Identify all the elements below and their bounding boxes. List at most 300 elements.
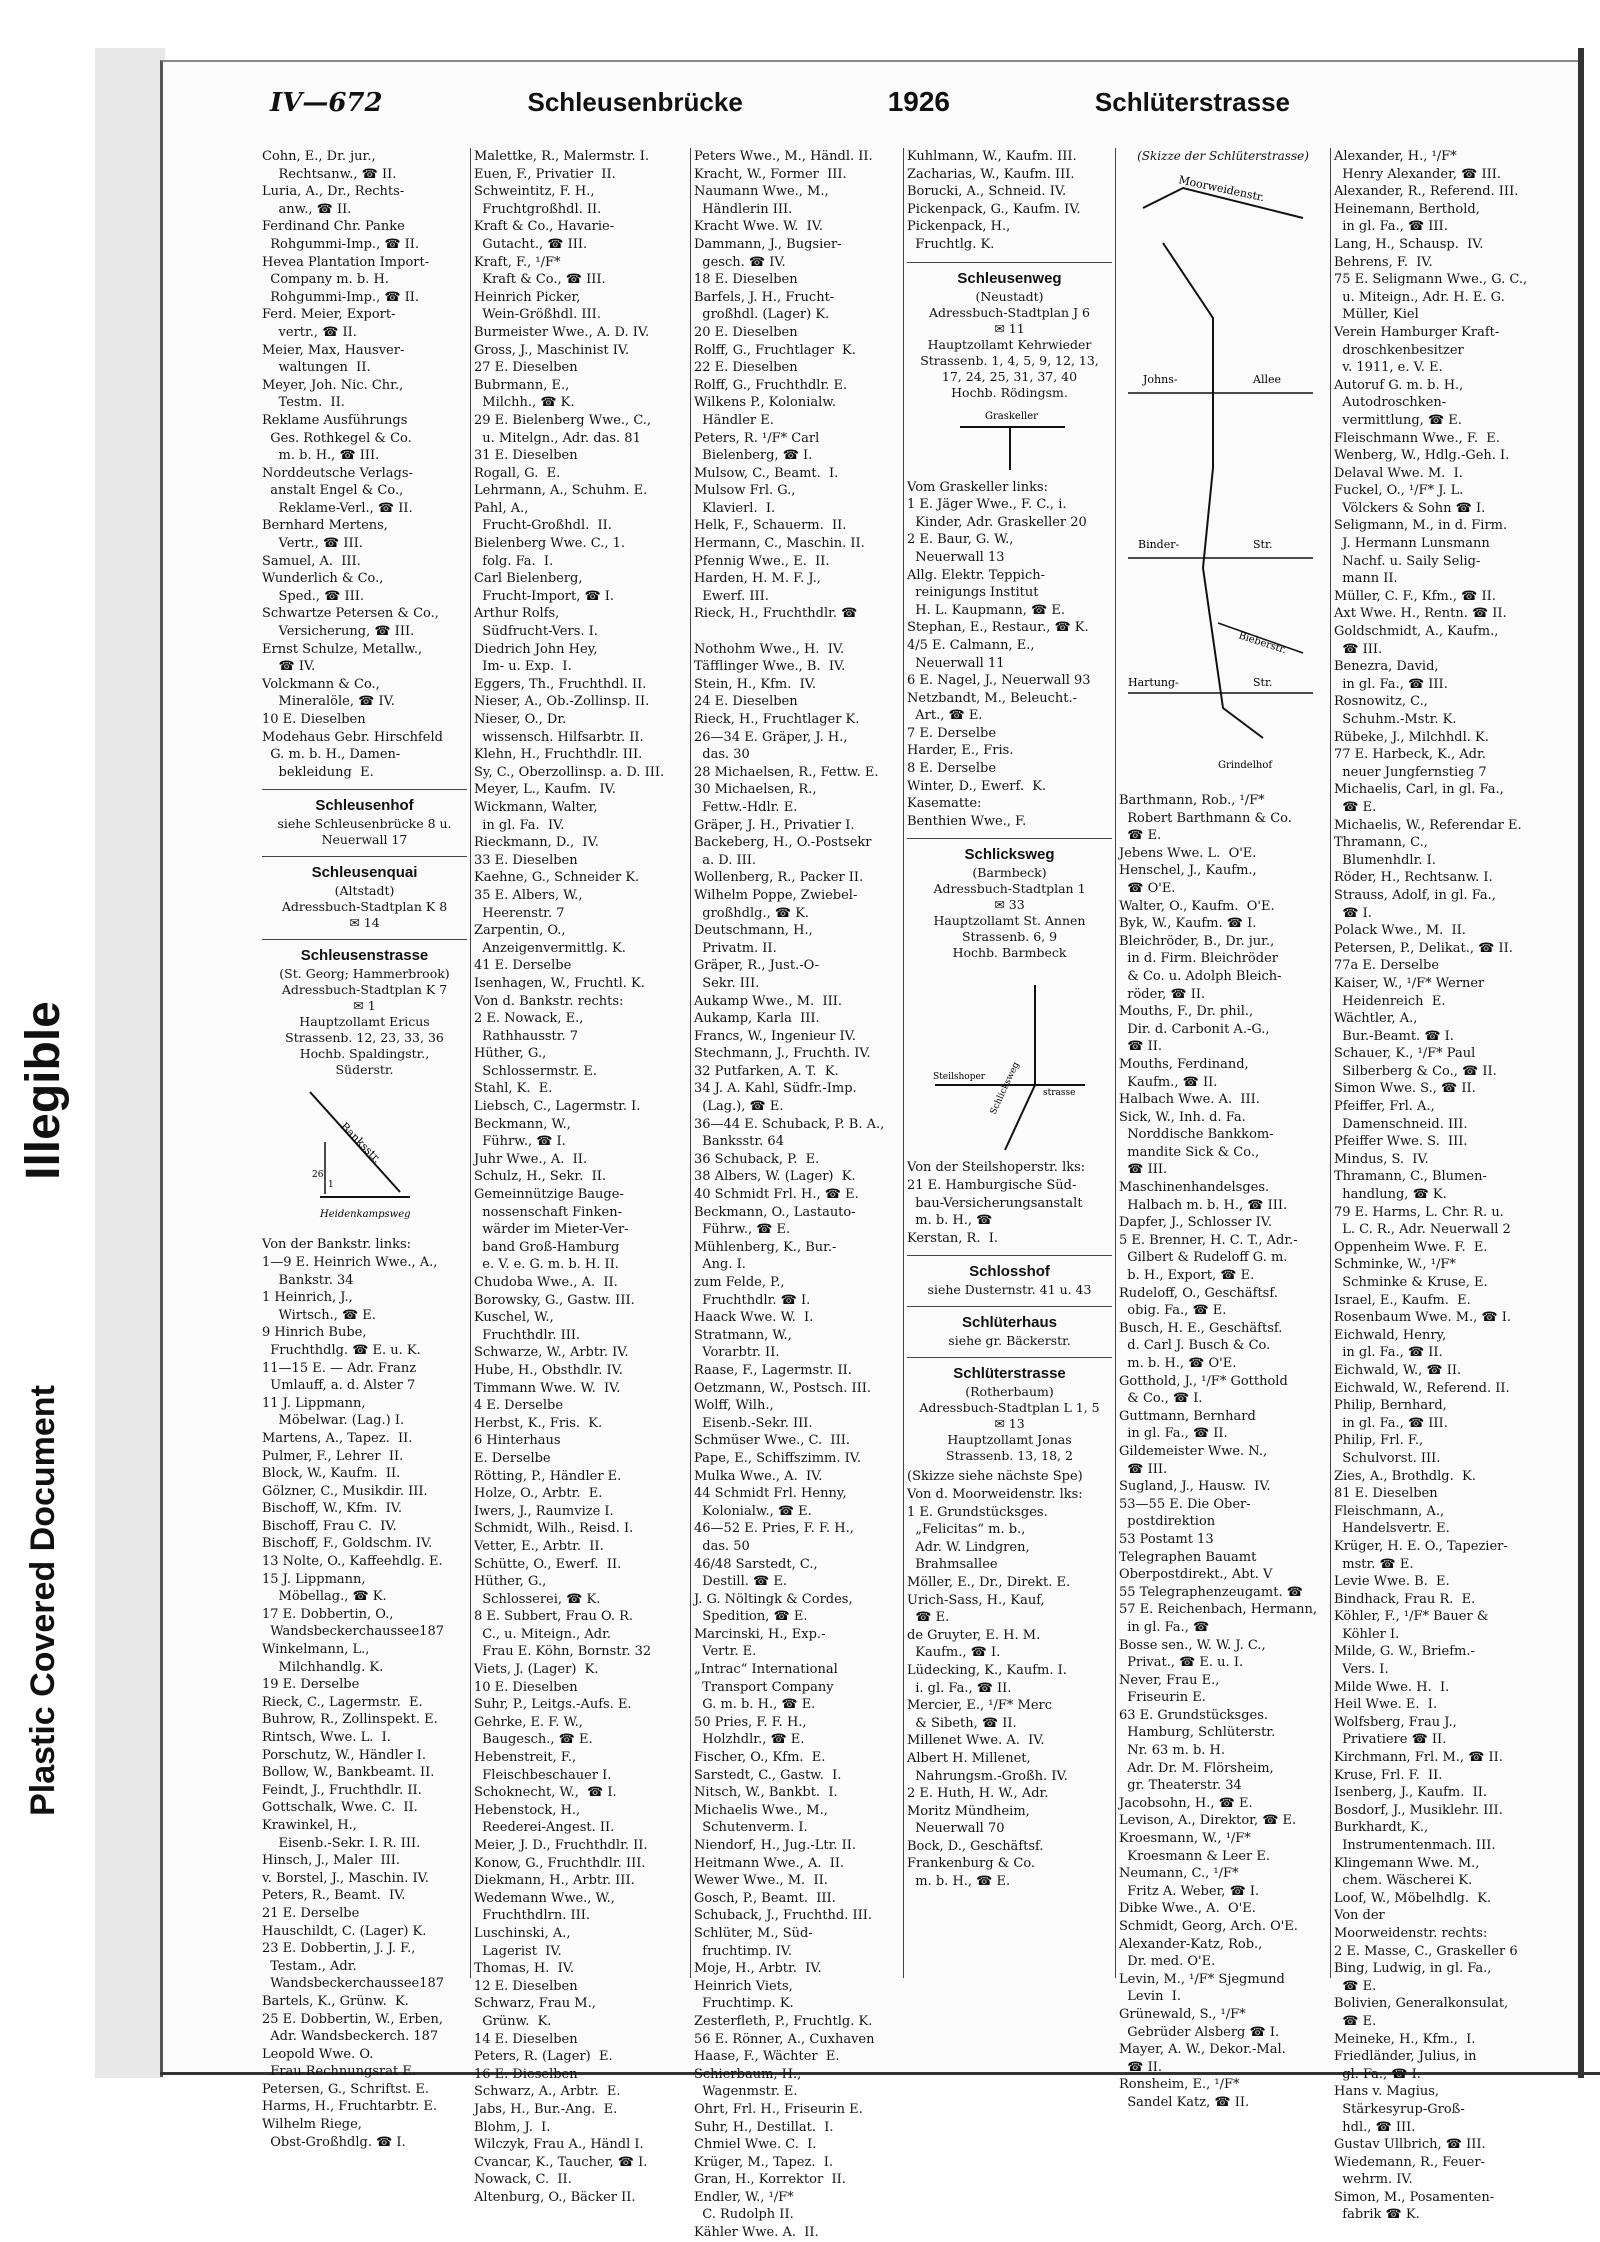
directory-entry: Ewerf. III. [694,588,769,604]
directory-entry: Wolff, Wilh., [694,1398,774,1414]
directory-entry: Hamburg, Schlüterstr. [1119,1725,1276,1741]
directory-entry: Sandel Katz, ☎ II. [1119,2094,1250,2110]
directory-entry: Lagerist IV. [474,1943,562,1959]
section-info-line: Hauptzollamt Ericus [299,1014,430,1030]
directory-entry: Pahl, A., [474,500,529,516]
directory-entry: Von d. Moorweidenstr. lks: [907,1487,1083,1502]
directory-entry: Kraft & Co., Havarie- [474,219,615,235]
directory-entry: Hüther, G., [474,1574,547,1590]
directory-entry: Fruchtgroßhdl. II. [474,201,602,217]
directory-entry: Ohrt, Frl. H., Friseurin E. [694,2101,863,2117]
directory-entry: Heil Wwe. E. I. [1334,1697,1438,1713]
directory-entry: Fleischbeschauer I. [474,1767,612,1783]
entries-schleusenstrasse-cont [474,148,686,2206]
directory-entry: Isenberg, J., Kaufm. II. [1334,1785,1488,1801]
section-info-line: ✉ 13 [994,1416,1025,1432]
section-info-line: Hochb. Spaldingstr., [299,1046,430,1062]
directory-entry: Beckmann, O., Lastauto- [694,1204,856,1220]
directory-entry: Frucht-Import, ☎ I. [474,588,615,604]
directory-entry: Alexander, R., Referend. III. [1334,184,1519,200]
directory-entry: Strauss, Adolf, in gl. Fa., [1334,887,1496,903]
directory-entry: 8 E. Subbert, Frau O. R. [474,1609,634,1625]
directory-entry: Kasematte: [907,796,982,812]
directory-entry: Instrumentenmach. III. [1334,1838,1496,1853]
directory-entry: Jabs, H., Bur.-Ang. E. [474,2101,618,2117]
directory-entry: Kaiser, W., ¹/F* Werner [1334,975,1485,991]
directory-entry: Wewer Wwe., M. II. [694,1873,828,1889]
directory-entry: Borucki, A., Schneid. IV. [907,184,1067,200]
illegible-label [8,980,78,1200]
directory-entry: Bosdorf, J., Musiklehr. III. [1334,1802,1503,1818]
directory-entry: Bubrmann, E., [474,377,570,393]
directory-entry: Simon Wwe. S., ☎ II. [1334,1081,1476,1097]
directory-entry: großhdlg., ☎ K. [694,905,810,921]
column-3 [694,148,900,2241]
directory-entry: Fruchthdlrn. III. [474,1908,590,1924]
directory-entry: 5 E. Brenner, H. C. T., Adr.- [1119,1232,1298,1248]
directory-entry: 1—9 E. Heinrich Wwe., A., [262,1254,438,1270]
directory-entry: 53 Postamt 13 [1119,1531,1214,1547]
directory-entry: J. Hermann Lunsmann [1334,536,1490,552]
directory-entry: Urich-Sass, H., Kauf, [907,1592,1045,1608]
directory-entry: neuer Jungfernstieg 7 [1334,764,1487,780]
directory-entry: Levin, M., ¹/F* Sjegmund [1119,1971,1285,1987]
directory-entry: Nitsch, W., Bankbt. I. [694,1785,838,1801]
directory-entry: Busch, H. E., Geschäftsf. [1119,1320,1283,1336]
directory-entry: Naumann Wwe., M., [694,184,829,200]
section-info-line: Hauptzollamt Jonas [947,1432,1072,1448]
entries-schlueterstrasse-end [1334,148,1574,2224]
directory-entry: Milde, G. W., Briefm.- [1334,1644,1475,1660]
directory-entry: bekleidung E. [262,764,374,780]
directory-entry: Rieck, H., Fruchtlager K. [694,712,860,727]
directory-entry: Endler, W., ¹/F* [694,2189,794,2205]
directory-entry: Gustav Ullbrich, ☎ III. [1334,2137,1486,2153]
directory-entry: Hermann, C., Maschin. II. [694,536,865,552]
directory-entry: Rieck, C., Lagermstr. E. [262,1694,423,1710]
directory-entry: Gräper, R., Just.-O- [694,958,820,974]
directory-entry: Schmidt, Wilh., Reisd. I. [474,1521,634,1537]
directory-entry: 21 E. Derselbe [262,1905,360,1921]
directory-entry: Friseurin E. [1119,1690,1206,1706]
directory-entry: Moritz Mündheim, [907,1803,1030,1819]
directory-entry: in d. Firm. Bleichröder [1119,951,1278,967]
directory-entry: Von der Bankstr. links: [262,1237,412,1253]
directory-entry: waltungen II. [262,360,371,376]
directory-entry: Peters, R. ¹/F* Carl [694,430,820,446]
directory-entry: C., u. Miteign., Adr. [474,1626,612,1642]
directory-entry: in gl. Fa., ☎ III. [1334,1415,1448,1431]
directory-entry: Diekmann, H., Arbtr. III. [474,1873,635,1889]
directory-entry: u. Miteign., Adr. H. E. G. [1334,289,1505,305]
directory-entry: Halbach m. b. H., ☎ III. [1119,1197,1288,1213]
directory-entry: 23 E. Dobbertin, J. J. F., [262,1941,416,1957]
directory-entry: Rohgummi-Imp., ☎ II. [262,236,420,252]
section-schlicksweg [907,838,1112,961]
directory-entry: Bing, Ludwig, in gl. Fa., [1334,1961,1492,1977]
directory-entry: Wilczyk, Frau A., Händl I. [474,2137,644,2153]
directory-entry: Delaval Wwe. M. I. [1334,465,1463,481]
directory-entry: vermittlung, ☎ E. [1334,412,1462,428]
directory-entry: Hans v. Magius, [1334,2084,1440,2100]
page-right-edge [1578,48,1584,2078]
directory-entry: folg. Fa. I. [474,553,554,569]
section-schleusenweg [907,262,1112,401]
directory-entry: Haack Wwe. W. I. [694,1310,814,1326]
directory-entry: Hebenstreit, F., [474,1750,577,1766]
directory-entry: Ang. I. [694,1257,746,1273]
directory-entry: Ferd. Meier, Export- [262,307,396,323]
directory-entry: Testm. II. [262,395,345,411]
directory-entry: Fruchtimp. K. [694,1996,794,2012]
entries-schlicksweg [907,1159,1112,1247]
map-label-hartung: Hartung- [1128,676,1179,689]
directory-entry: J. G. Nöltingk & Cordes, [694,1591,853,1607]
directory-entry: Diedrich John Hey, [474,641,598,657]
directory-entry: Nowack, C. II. [474,2172,572,2188]
directory-entry: ☎ II. [1119,1039,1162,1055]
directory-entry: Brahmsallee [907,1557,998,1573]
directory-entry: Rathhausstr. 7 [474,1028,579,1044]
directory-entry: 31 E. Dieselben [474,448,578,464]
directory-entry: Seligmann, M., in d. Firm. [1334,518,1508,534]
directory-entry: Blumenhdlr. I. [1334,852,1436,868]
directory-entry: 75 E. Seligmann Wwe., G. C., [1334,272,1528,288]
directory-entry: Bankstr. 34 [262,1272,354,1288]
directory-entry: Händlerin III. [694,201,793,217]
directory-entry: Fischer, O., Kfm. E. [694,1750,826,1766]
directory-entry: Wilkens P., Kolonialw. [694,395,837,411]
directory-entry: Bartels, K., Grünw. K. [262,1993,409,2009]
directory-entry: Peters Wwe., M., Händl. II. [694,149,873,164]
directory-entry: Winter, D., Ewerf. K. [907,778,1047,794]
directory-entry: Hevea Plantation Import- [262,254,430,270]
directory-entry: Helk, F., Schauerm. II. [694,518,847,534]
directory-entry: Kuschel, W., [474,1310,554,1326]
directory-entry: Köhler, F., ¹/F* Bauer & [1334,1609,1489,1625]
directory-entry: in gl. Fa., ☎ II. [1334,1345,1443,1361]
directory-entry: 19 E. Derselbe [262,1677,360,1693]
directory-entry: Kaufm., ☎ II. [1119,1074,1218,1090]
sketch-caption: (Skizze der Schlüterstrasse) [1137,149,1309,163]
directory-entry: Mineralöle, ☎ IV. [262,694,395,710]
directory-entry: Deutschmann, H., [694,923,813,939]
directory-entry: Gilbert & Rudeloff G. m. [1119,1250,1288,1266]
section-title: Schleusenstrasse [300,947,429,965]
directory-entry: Reklame Ausführungs [262,412,408,428]
directory-entry: Schuback, J., Fruchthd. III. [694,1908,873,1924]
directory-entry: 33 E. Dieselben [474,852,578,868]
directory-entry: Neuerwall 13 [907,549,1005,565]
directory-entry: 7 E. Derselbe [907,725,997,741]
directory-entry: Pfennig Wwe., E. II. [694,553,830,569]
directory-entry: Hube, H., Obsthdlr. IV. [474,1362,623,1378]
plastic-covered-label [8,1290,78,1910]
directory-entry: Adr. Dr. M. Flörsheim, [1119,1760,1274,1776]
directory-entry: Rolff, G., Fruchthdlr. E. [694,377,848,393]
directory-entry: Pulmer, F., Lehrer II. [262,1448,404,1464]
directory-entry: Vertr., ☎ III. [262,536,363,552]
directory-entry: Heinrich Picker, [474,289,581,305]
running-head-left: Schleusenbrücke [527,87,743,117]
directory-entry: Bielenberg Wwe. C., 1. [474,536,626,552]
directory-entry: Michaelis Wwe., M., [694,1802,828,1818]
directory-entry: Köhler I. [1334,1626,1400,1642]
directory-entry: ☎ II. [1119,2059,1162,2075]
street-sketch-schlicksweg [925,965,1095,1155]
directory-entry: Harder, E., Fris. [907,743,1014,759]
directory-entry: Sped., ☎ III. [262,588,365,604]
directory-entry: Stratmann, W., [694,1327,792,1343]
directory-entry: Dibke Wwe., A. O'E. [1119,1901,1256,1917]
directory-entry: Schmüser Wwe., C. III. [694,1433,850,1449]
directory-entry: Wandsbeckerchaussee187 [262,1976,445,1992]
directory-entry: Gemeinnützige Bauge- [474,1187,624,1203]
column-rule [1330,148,1331,1978]
column-4 [907,148,1112,1978]
directory-entry: Niendorf, H., Jug.-Ltr. II. [694,1838,857,1853]
directory-entry: Moorweidenstr. rechts: [1334,1925,1488,1941]
directory-entry: Maschinenhandelsges. [1119,1180,1270,1196]
directory-entry: „Intrac“ International [694,1662,838,1678]
directory-entry: röder, ☎ II. [1119,986,1206,1002]
directory-entry: Zacharias, W., Kaufm. III. [907,166,1075,182]
directory-entry: Wollenberg, R., Packer II. [694,870,864,886]
directory-entry: Timmann Wwe. W. IV. [474,1380,621,1396]
directory-entry: band Groß-Hamburg [474,1239,620,1255]
directory-entry: Heinrich Viets, [694,1978,793,1994]
directory-entry: Von der [1334,1908,1385,1924]
directory-entry: chem. Wäscherei K. [1334,1873,1473,1889]
entries-schleusenweg [907,479,1112,831]
directory-entry: Nieser, O., Dr. [474,712,567,727]
directory-entry: 55 Telegraphenzeugamt. ☎ [1119,1584,1303,1600]
directory-entry: Wandsbeckerchaussee187 [262,1624,445,1640]
directory-entry: 13 Nolte, O., Kaffeehdlg. E. [262,1554,443,1570]
directory-entry: ☎ E. [907,1610,950,1626]
directory-entry: Rechtsanw., ☎ II. [262,166,397,182]
directory-entry: Porschutz, W., Händler I. [262,1747,427,1763]
directory-entry: ☎ I. [1334,905,1372,921]
directory-entry: Sekr. III. [694,975,760,991]
directory-entry: ☎ III. [1119,1162,1168,1178]
directory-entry: Sugland, J., Hausw. IV. [1119,1479,1271,1495]
section-info-line: ✉ 14 [349,915,380,931]
directory-entry: Schierbaum, H., [694,2066,802,2082]
section-info-line: Hochb. Barmbeck [952,945,1067,961]
directory-entry: Viets, J. (Lager) K. [474,1662,599,1678]
directory-entry: Burkhardt, K., [1334,1820,1429,1836]
column-rule [470,148,471,1978]
directory-entry: Südfrucht-Vers. I. [474,624,598,640]
directory-entry: Volckmann & Co., [262,676,380,692]
directory-entry: ☎ O'E. [1119,880,1176,896]
directory-entry: Krawinkel, H., [262,1817,357,1833]
directory-entry: 21 E. Hamburgische Süd- [907,1178,1077,1194]
entries-schleusenstrasse-end [907,148,1112,254]
directory-entry: Obst-Großhdlg. ☎ I. [262,2134,406,2150]
directory-entry: 4/5 E. Calmann, E., [907,637,1035,653]
directory-entry: 2 E. Masse, C., Graskeller 6 [1334,1943,1518,1959]
directory-entry: 46—52 E. Pries, F. F. H., [694,1521,854,1537]
directory-entry: Führw., ☎ E. [694,1222,791,1238]
directory-entry: Im- u. Exp. I. [474,659,572,675]
directory-entry: Bindhack, Frau R. E. [1334,1591,1476,1607]
directory-entry: Goldschmidt, A., Kaufm., [1334,624,1499,640]
street-sketch-schleusenweg [935,405,1085,475]
section-info-line: (Barmbeck) [972,865,1047,881]
directory-entry: Borowsky, G., Gastw. III. [474,1292,635,1308]
directory-entry: Nr. 63 m. b. H. [1119,1743,1226,1759]
directory-entry: Meyer, Joh. Nic. Chr., [262,377,404,393]
running-head-right: Schlüterstrasse [1094,87,1290,117]
directory-entry: Guttmann, Bernhard [1119,1408,1256,1424]
section-info [907,865,1112,961]
directory-entry: Benthien Wwe., F. [907,813,1027,829]
directory-entry: Stärkesyrup-Groß- [1334,2101,1465,2117]
section-info-line: Strassenb. 13, 18, 2 [946,1448,1073,1464]
section-info-line: siehe gr. Bäckerstr. [948,1333,1071,1349]
directory-entry: Fleischmann Wwe., F. E. [1334,430,1500,446]
directory-entry: droschkenbesitzer [1334,342,1464,358]
directory-entry: Herbst, K., Fris. K. [474,1415,603,1431]
directory-entry: Block, W., Kaufm. II. [262,1466,401,1482]
column-rule [903,148,904,1978]
directory-entry: Dapfer, J., Schlosser IV. [1119,1215,1272,1231]
directory-entry: Art., ☎ E. [907,708,983,724]
directory-entry: Reklame-Verl., ☎ II. [262,500,413,516]
directory-entry: 1 Heinrich, J., [262,1290,353,1306]
directory-entry: Gottschalk, Wwe. C. II. [262,1800,418,1816]
directory-entry: Bock, D., Geschäftsf. [907,1838,1044,1854]
directory-entry: Autoruf G. m. b. H., [1334,377,1464,393]
directory-entry: Rötting, P., Händler E. [474,1468,622,1484]
directory-entry: Norddische Bankkom- [1119,1127,1274,1143]
directory-entry: 30 Michaelsen, R., [694,782,817,798]
directory-entry: in gl. Fa., ☎ III. [1334,676,1448,692]
directory-entry: Meineke, H., Kfm., I. [1334,2031,1476,2047]
directory-entry: Eichwald, W., Referend. II. [1334,1380,1510,1396]
directory-entry: Reederei-Angest. II. [474,1820,615,1836]
directory-entry: b. H., Export, ☎ E. [1119,1268,1255,1284]
directory-entry: Zesterfleth, P., Fruchtlg. K. [694,2013,873,2029]
directory-entry: 22 E. Dieselben [694,360,798,376]
directory-entry: Kroesmann, W., ¹/F* [1119,1831,1251,1847]
directory-entry: Damenschneid. III. [1334,1116,1468,1132]
section-info-line: Adressbuch-Stadtplan K 7 [281,982,448,998]
map-label-binder: Binder- [1138,538,1180,551]
directory-entry: Gran, H., Korrektor II. [694,2172,846,2188]
section-info [262,816,467,848]
directory-entry: Israel, E., Kaufm. E. [1334,1292,1471,1308]
directory-entry: 36 Schuback, P. E. [694,1151,820,1167]
directory-entry: Kerstan, R. I. [907,1230,999,1246]
directory-entry: Rolff, G., Fruchtlager K. [694,342,856,358]
map-number: 26 [311,1170,323,1181]
directory-entry: Jebens Wwe. L. O'E. [1119,845,1257,861]
directory-entry: 2 E. Huth, H. W., Adr. [907,1786,1049,1802]
directory-entry: ☎ E. [1334,2013,1377,2029]
directory-entry: Kolonialw., ☎ E. [694,1503,812,1519]
directory-entry: Albert H. Millenet, [907,1750,1031,1766]
directory-entry: Isenhagen, W., Fruchtl. K. [474,975,645,991]
directory-entry: Grünewald, S., ¹/F* [1119,2006,1246,2022]
directory-entry: Petersen, P., Delikat., ☎ II. [1334,940,1513,956]
directory-entry: Fruchthdlr. III. [474,1327,581,1343]
directory-entry: Axt Wwe. H., Rentn. ☎ II. [1334,606,1507,622]
directory-entry: Rosnowitz, C., [1334,694,1428,710]
directory-entry: Vers. I. [1334,1662,1389,1678]
directory-entry: gl. Fa., ☎ I. [1334,2066,1421,2082]
directory-entry: Hinsch, J., Maler III. [262,1853,400,1869]
directory-entry: Eisenb.-Sekr. I. R. III. [262,1835,421,1851]
directory-entry: Möller, E., Dr., Direkt. E. [907,1574,1071,1590]
directory-entry: Heitmann Wwe., A. II. [694,1855,845,1871]
directory-entry: Wenberg, W., Hdlg.-Geh. I. [1334,448,1510,464]
directory-entry: Wickmann, Walter, [474,799,598,815]
directory-entry: Bosse sen., W. W. J. C., [1119,1637,1266,1653]
directory-entry: Wilhelm Riege, [262,2117,362,2133]
directory-entry: Peters, R., Beamt. IV. [262,1888,406,1904]
directory-entry: Gehrke, E. F. W., [474,1714,583,1730]
section-info-line: 17, 24, 25, 31, 37, 40 [941,368,1078,384]
column-2 [474,148,686,2205]
directory-entry: Pickenpack, H., [907,219,1011,235]
directory-entry: Eggers, Th., Fruchthdl. II. [474,676,647,692]
directory-entry: 25 E. Dobbertin, W., Erben, [262,2011,443,2027]
directory-entry: Kaehne, G., Schneider K. [474,870,640,886]
directory-entry: Wiedemann, R., Feuer- [1334,2154,1485,2170]
directory-entry: 34 J. A. Kahl, Südfr.-Imp. [694,1081,857,1097]
directory-entry: Bolivien, Generalkonsulat, [1334,1996,1509,2012]
directory-entry: Modehaus Gebr. Hirschfeld [262,729,443,745]
directory-entry: Wein-Größhdl. III. [474,307,601,323]
directory-entry: Sarstedt, C., Gastw. I. [694,1767,842,1783]
directory-entry: 10 E. Dieselben [474,1679,578,1695]
directory-entry: m. b. H., ☎ III. [262,448,380,464]
directory-entry: 27 E. Dieselben [474,360,578,376]
directory-entry: 1 E. Jäger Wwe., F. C., i. [907,497,1067,513]
map-label-bieberstr: Bieberstr. [1237,630,1288,657]
directory-entry: in gl. Fa., ☎ II. [1119,1426,1228,1442]
directory-entry: Meier, Max, Hausver- [262,342,405,358]
directory-entry: Adr. W. Lindgren, [907,1539,1030,1555]
directory-entry: Mercier, E., ¹/F* Merc [907,1698,1053,1714]
directory-entry: Kaufm., ☎ I. [907,1645,1001,1661]
directory-entry: Mouths, Ferdinand, [1119,1056,1249,1072]
directory-entry: Philip, Bernhard, [1334,1398,1447,1414]
directory-entry: Lehrmann, A., Schuhm. E. [474,483,648,499]
directory-entry: Verein Hamburger Kraft- [1334,324,1500,340]
section-schleusenstrasse [262,939,467,1078]
directory-entry: Altenburg, O., Bäcker II. [474,2189,636,2205]
directory-entry: (Skizze siehe nächste Spe) [907,1469,1083,1485]
directory-entry: Pickenpack, G., Kaufm. IV. [907,201,1081,217]
directory-entry: Holzhdlr., ☎ E. [694,1732,805,1748]
directory-entry: u. Mitelgn., Adr. das. 81 [474,430,641,446]
directory-entry: Führw., ☎ I. [474,1134,566,1150]
directory-entry: Bur.-Beamt. ☎ I. [1334,1028,1454,1044]
directory-entry: Telegraphen Bauamt [1119,1549,1257,1565]
directory-entry: Zies, A., Brothdlg. K. [1334,1468,1476,1484]
directory-entry: G. m. b. H., ☎ E. [694,1697,816,1713]
directory-entry: Behrens, F. IV. [1334,254,1433,270]
directory-entry: Frucht-Großhdl. II. [474,518,612,534]
directory-entry: Fleischmann, A., [1334,1503,1445,1519]
directory-entry: Stein, H., Kfm. IV. [694,676,816,692]
directory-entry: Stahl, K. E. [474,1081,553,1097]
directory-entry: Thramann, C., Blumen- [1334,1169,1487,1185]
